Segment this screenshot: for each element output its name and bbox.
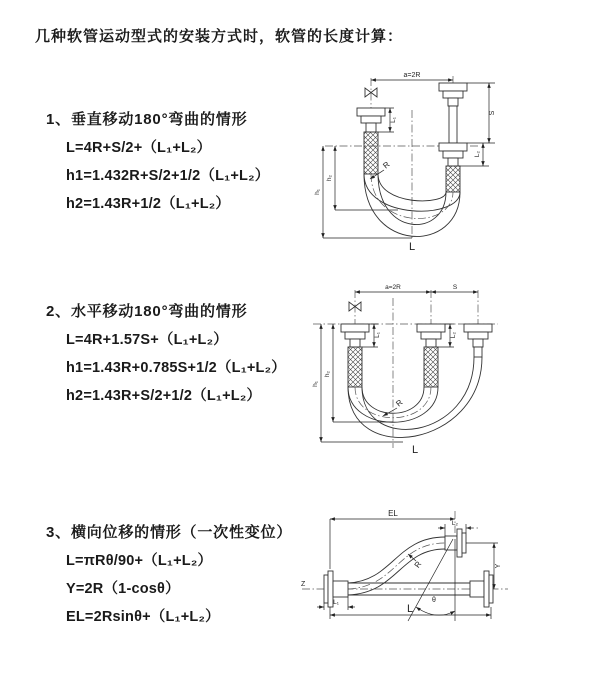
dimension-h2: [326, 146, 398, 210]
braided-hose-section: [446, 166, 460, 192]
dimension-h1: [314, 146, 412, 238]
dimension-span: [371, 72, 453, 80]
upper-flange: [445, 529, 466, 557]
formula-h1: h1=1.43R+0.785S+1/2（L₁+L₂）: [66, 360, 286, 376]
formula-length: L=πRθ/90+（L₁+L₂）: [66, 553, 213, 569]
right-pipe: [439, 83, 467, 192]
right-pipe: [464, 324, 492, 357]
dim-label-l2: L₂: [474, 150, 481, 158]
dim-label-l1: L₁: [333, 599, 339, 606]
page-title: 几种软管运动型式的安装方式时，软管的长度计算：: [35, 28, 404, 45]
dim-label-s: S: [489, 110, 496, 116]
dim-label-r: R: [394, 397, 405, 409]
section-vertical-movement: [46, 111, 269, 213]
dim-label-l: L: [408, 241, 416, 253]
dim-label-span: a=2R: [403, 72, 421, 79]
dim-label-h2: h₂: [324, 370, 331, 378]
section-1-heading: 1、垂直移动180°弯曲的情形: [46, 111, 248, 128]
dimension-l1: [317, 597, 355, 610]
dim-label-y: Y: [495, 563, 502, 569]
formula-h2: h2=1.43R+1/2（L₁+L₂）: [66, 196, 231, 212]
centerlines: [313, 290, 498, 448]
braided-hose-section: [364, 132, 378, 174]
dim-label-l2: L₂: [450, 331, 457, 339]
formula-length: L=4R+S/2+（L₁+L₂）: [66, 140, 212, 156]
hose-curves: [348, 357, 482, 438]
formula-el: EL=2Rsinθ+（L₁+L₂）: [66, 609, 220, 625]
braided-hose-section: [424, 347, 438, 387]
dim-label-l2: L₂: [451, 520, 459, 527]
radius-callout: [408, 554, 423, 570]
right-lower-flange: [470, 571, 493, 607]
middle-pipe: [417, 324, 445, 387]
dim-label-el: EL: [388, 509, 398, 518]
dimension-span: [355, 284, 431, 292]
dim-label-l: L: [406, 603, 414, 615]
diagram-vertical-movement-180-bend: [313, 70, 578, 260]
dimension-el: [330, 509, 455, 569]
diagram-horizontal-movement-180-bend: [303, 282, 598, 457]
dim-label-r: R: [412, 559, 424, 570]
dim-label-l1: L₁: [374, 332, 381, 338]
section-lateral-displacement: [46, 524, 292, 626]
dim-label-span: a=2R: [385, 284, 401, 291]
angle-construction: [408, 539, 455, 621]
dimension-l2: [474, 143, 483, 166]
formula-length: L=4R+1.57S+（L₁+L₂）: [66, 332, 228, 348]
formula-y: Y=2R（1-cosθ）: [66, 581, 180, 597]
dim-label-h2: h₂: [326, 174, 333, 182]
formula-h2: h2=1.43R+S/2+1/2（L₁+L₂）: [66, 388, 262, 404]
left-pipe: [341, 302, 369, 387]
dim-label-z: Z: [301, 581, 306, 588]
dim-label-s: S: [452, 284, 458, 291]
dim-label-h1: h₁: [312, 381, 319, 387]
dimension-s: [431, 284, 478, 292]
dim-label-l: L: [411, 444, 419, 456]
dim-label-h1: h₁: [314, 189, 321, 195]
dim-label-theta: θ: [432, 597, 436, 604]
diagram-lateral-displacement: [298, 503, 513, 648]
dim-label-r: R: [381, 159, 392, 171]
left-pipe: [357, 88, 385, 174]
section-3-heading: 3、横向位移的情形（一次性变位）: [46, 524, 293, 541]
section-2-heading: 2、水平移动180°弯曲的情形: [46, 303, 248, 320]
formula-h1: h1=1.432R+S/2+1/2（L₁+L₂）: [66, 168, 270, 184]
braided-hose-section: [348, 347, 362, 387]
dim-label-l1: L₁: [390, 117, 397, 123]
section-horizontal-movement: [46, 303, 286, 405]
